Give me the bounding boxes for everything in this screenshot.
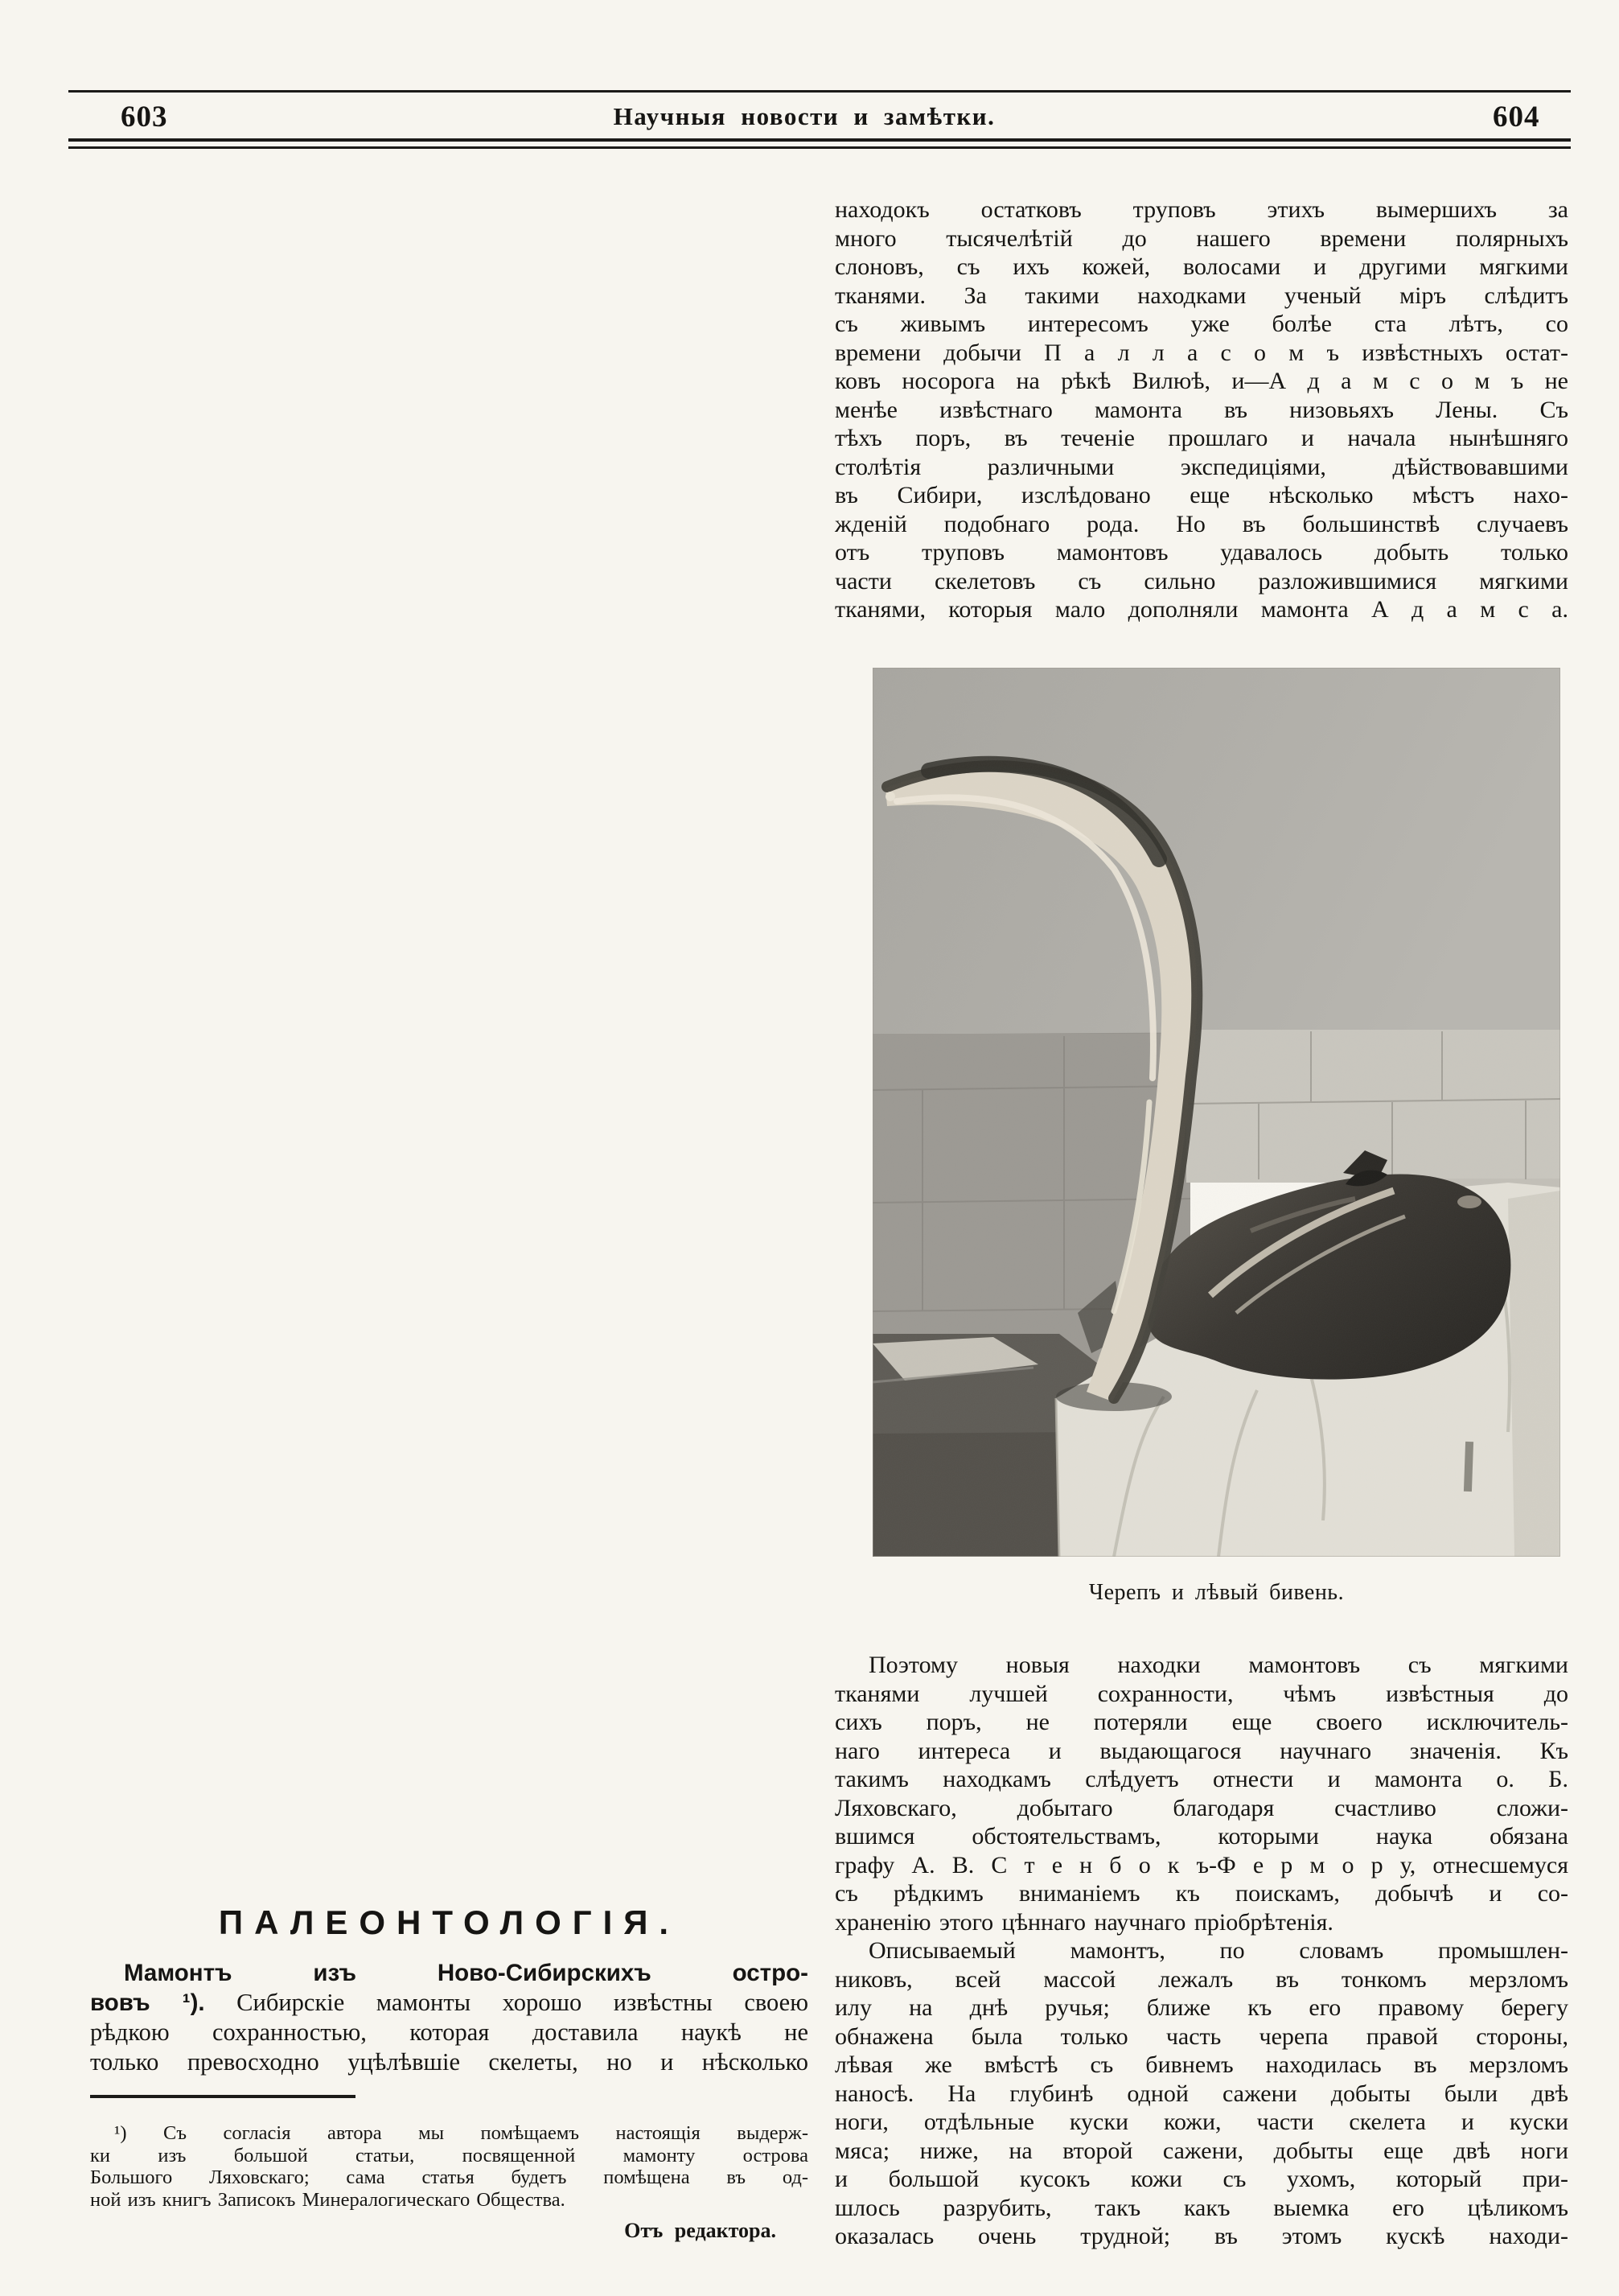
text-line: и большой кусокъ кожи съ ухомъ, который при- xyxy=(835,2166,1568,2192)
left-column-article xyxy=(90,1958,808,2077)
text-line: много тысячелѣтій до нашего времени полярныхъ xyxy=(835,224,1568,252)
text-line: ковъ носорога на рѣкѣ Вилюѣ, и—А д а м с о м ъ не xyxy=(835,368,1568,394)
text-line: сихъ поръ, не потеряли еще своего исключитель- xyxy=(835,1709,1568,1735)
text-line: храненію этого цѣннаго научнаго пріобрѣтенія. xyxy=(835,1908,1333,1936)
text-line: лѣвая же вмѣстѣ съ бивнемъ находилась въ мерзломъ xyxy=(835,2051,1568,2078)
text-line: Большого Ляховскаго; сама статья будетъ помѣщена въ од- xyxy=(90,2166,808,2188)
text-line: тканями. За такими находками ученый міръ слѣдитъ xyxy=(835,282,1568,309)
text-line: тѣхъ поръ, въ теченіе прошлаго и начала нынѣшняго xyxy=(835,425,1568,451)
text-line: слоновъ, съ ихъ кожей, волосами и другими мягкими xyxy=(835,253,1568,280)
text-line: илу на днѣ ручья; ближе къ его правому берегу xyxy=(835,1994,1568,2021)
text-line: оказалась очень трудной; въ этомъ кускѣ находи- xyxy=(835,2223,1568,2249)
text-line: обнажена была только часть черепа правой стороны, xyxy=(835,2022,1568,2050)
text-line: шлось разрубить, такъ какъ выемка его цѣликомъ xyxy=(835,2194,1568,2221)
mammoth-skull-photo-illustration xyxy=(873,668,1560,1557)
article-lead-bold: вовъ ¹). xyxy=(90,1989,205,2016)
text-line: графу А. В. С т е н б о к ъ-Ф е р м о р у, отнесшемуся xyxy=(835,1851,1568,1878)
text-line: Ляховскаго, добытаго благодаря счастливо сложи- xyxy=(835,1794,1568,1821)
article-lead-line-2 xyxy=(90,1988,808,2018)
text-line: тканями лучшей сохранности, чѣмъ извѣстныя до xyxy=(835,1680,1568,1707)
text-line: въ Сибири, изслѣдовано еще нѣсколько мѣстъ нахо- xyxy=(835,482,1568,508)
header-double-rule-1 xyxy=(68,138,1571,142)
text-line: Поэтому новыя находки мамонтовъ съ мягкими xyxy=(869,1652,1568,1678)
text-line: вшимся обстоятельствамъ, которыми наука обязана xyxy=(835,1823,1568,1850)
text-line: части скелетовъ съ сильно разложившимися мягкими xyxy=(835,567,1568,595)
article-line-3: рѣдкою сохранностью, которая доставила наукѣ не xyxy=(90,2018,808,2046)
text-line: тканями, которыя мало дополняли мамонта А д а м с а. xyxy=(835,596,1568,623)
text-line: ной изъ книгъ Записокъ Минералогическаго Общества. xyxy=(90,2188,565,2211)
right-column-paragraph-middle xyxy=(835,1651,1568,1936)
article-lead-rest: Сибирскіе мамонты хорошо извѣстны своею xyxy=(236,1989,808,2016)
article-line-4: только превосходно уцѣлѣвшіе скелеты, но и нѣсколько xyxy=(90,2048,808,2076)
footnote-signature: Отъ редактора. xyxy=(624,2219,776,2242)
running-title: Научныя новости и замѣтки. xyxy=(613,102,996,130)
footnote xyxy=(90,2122,808,2211)
text-line: наго интереса и выдающагося научнаго значенія. Къ xyxy=(835,1737,1568,1764)
text-line: ноги, отдѣльные куски кожи, части скелета и куски xyxy=(835,2109,1568,2135)
text-line: ¹) Съ согласія автора мы помѣщаемъ настоящія выдерж- xyxy=(114,2122,808,2144)
text-line: менѣе извѣстнаго мамонта въ низовьяхъ Лены. Съ xyxy=(835,396,1568,423)
header-double-rule-2 xyxy=(68,146,1571,149)
text-line: такимъ находкамъ слѣдуетъ отнести и мамонта о. Б. xyxy=(835,1766,1568,1792)
figure-photo xyxy=(873,668,1560,1557)
page-number-left: 603 xyxy=(121,101,168,134)
photo-grain-overlay xyxy=(873,668,1560,1557)
text-line: никовъ, всей массой лежалъ въ тонкомъ мерзломъ xyxy=(835,1965,1568,1993)
page-number-right: 604 xyxy=(1493,101,1540,134)
text-line: Описываемый мамонтъ, по словамъ промышлен- xyxy=(869,1937,1568,1964)
article-lead-line-1: Мамонтъ изъ Ново-Сибирскихъ остро- xyxy=(124,1960,808,1986)
text-line: наносѣ. На глубинѣ одной сажени добыты были двѣ xyxy=(835,2080,1568,2107)
text-line: ки изъ большой статьи, посвященной мамонту острова xyxy=(90,2144,808,2166)
section-heading-paleontology: ПАЛЕОНТОЛОГІЯ. xyxy=(218,1903,680,1941)
right-column-paragraph-bottom xyxy=(835,1936,1568,2251)
header-top-rule xyxy=(68,90,1571,93)
text-line: столѣтія различными экспедиціями, дѣйствовавшими xyxy=(835,453,1568,480)
right-column-paragraph-top xyxy=(835,195,1568,624)
text-line: съ рѣдкимъ вниманіемъ къ поискамъ, добычѣ и со- xyxy=(835,1880,1568,1907)
text-line: отъ труповъ мамонтовъ удавалось добыть только xyxy=(835,539,1568,566)
text-line: жденій подобнаго рода. Но въ большинствѣ случаевъ xyxy=(835,510,1568,537)
text-line: времени добычи П а л л а с о м ъ извѣстныхъ остат- xyxy=(835,339,1568,366)
figure-caption: Черепъ и лѣвый бивень. xyxy=(1088,1580,1345,1605)
text-line: мяса; ниже, на второй сажени, добыты еще двѣ ноги xyxy=(835,2137,1568,2164)
footnote-separator xyxy=(90,2095,355,2098)
text-line: съ живымъ интересомъ уже болѣе ста лѣтъ, со xyxy=(835,311,1568,337)
text-line: находокъ остатковъ труповъ этихъ вымершихъ за xyxy=(835,196,1568,223)
